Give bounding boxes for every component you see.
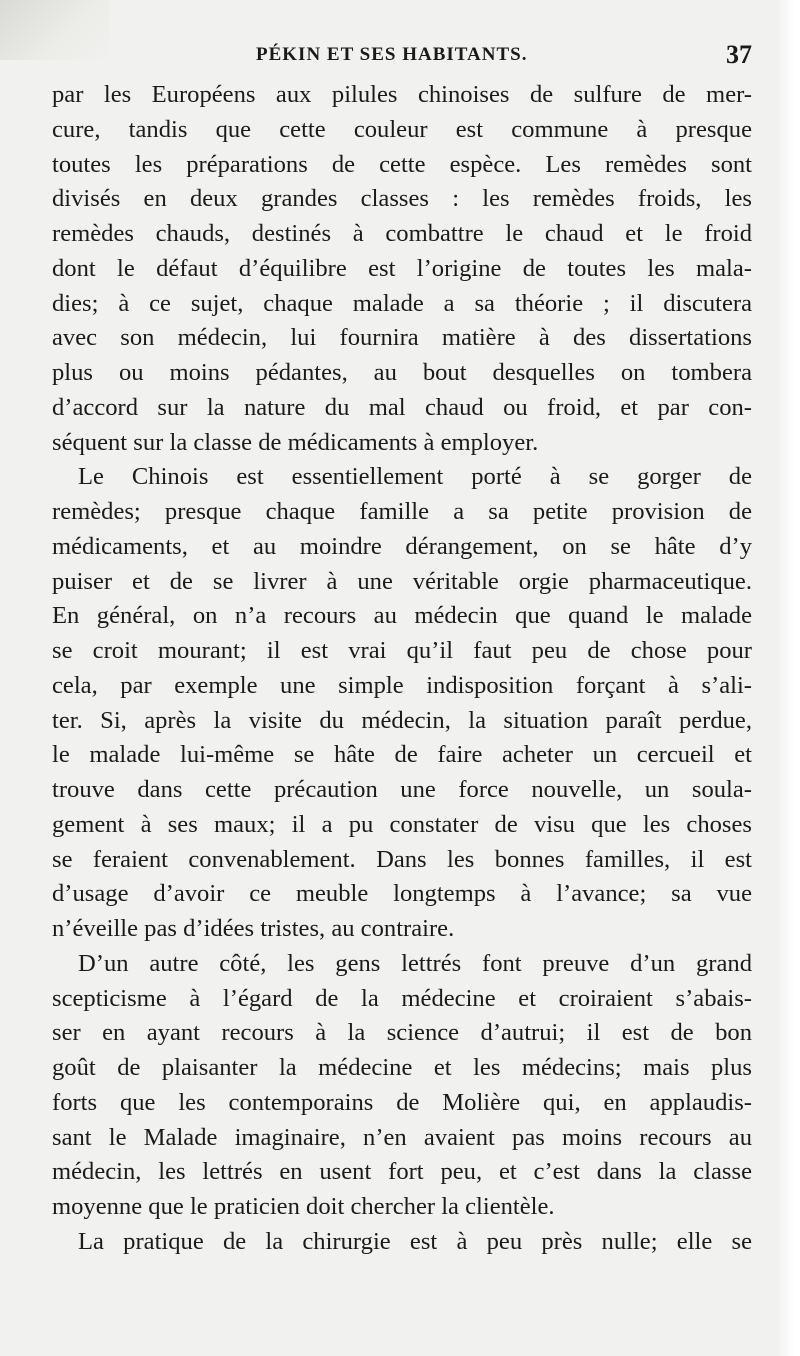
text-line: séquent sur la classe de médicaments à employer. xyxy=(52,428,539,456)
text-line: ser en ayant recours à la science d’autrui; il est de bon xyxy=(52,1019,752,1047)
text-line: D’un autre côté, les gens lettrés font preuve d’un grand xyxy=(78,949,752,977)
text-line: Le Chinois est essentiellement porté à se gorger de xyxy=(78,463,752,491)
text-line: plus ou moins pédantes, au bout desquelles on tombera xyxy=(52,359,752,386)
text-line: gement à ses maux; il a pu constater de visu que les choses xyxy=(52,810,752,838)
paragraph xyxy=(52,947,752,1225)
text-line: sant le Malade imaginaire, n’en avaient pas moins recours au xyxy=(52,1123,752,1151)
text-line: La pratique de la chirurgie est à peu près nulle; elle se xyxy=(78,1227,752,1255)
text-line: remèdes; presque chaque famille a sa petite provision de xyxy=(52,498,752,525)
text-line: par les Européens aux pilules chinoises de sulfure de mer- xyxy=(52,81,752,108)
page-right-edge xyxy=(776,0,800,1356)
text-line: n’éveille pas d’idées tristes, au contraire. xyxy=(52,915,455,942)
paragraph xyxy=(52,460,752,947)
text-line: d’usage d’avoir ce meuble longtemps à l’avance; sa vue xyxy=(52,880,752,908)
text-line: dont le défaut d’équilibre est l’origine de toutes les mala- xyxy=(52,254,752,282)
text-line: forts que les contemporains de Molière qui, en applaudis- xyxy=(52,1088,752,1116)
text-line: le malade lui-même se hâte de faire acheter un cercueil et xyxy=(52,741,752,769)
paragraph xyxy=(52,78,752,460)
text-line: se croit mourant; il est vrai qu’il faut peu de chose pour xyxy=(52,637,752,664)
text-line: En général, on n’a recours au médecin que quand le malade xyxy=(52,602,752,630)
text-line: moyenne que le praticien doit chercher la clientèle. xyxy=(52,1193,555,1220)
text-line: toutes les préparations de cette espèce. Les remèdes sont xyxy=(52,150,752,178)
text-line: remèdes chauds, destinés à combattre le chaud et le froid xyxy=(52,220,752,247)
text-line: puiser et de se livrer à une véritable orgie pharmaceutique. xyxy=(52,567,752,595)
text-line: divisés en deux grandes classes : les remèdes froids, les xyxy=(52,185,752,213)
text-line: ter. Si, après la visite du médecin, la situation paraît perdue, xyxy=(52,706,752,734)
running-head: PÉKIN ET SES HABITANTS. xyxy=(256,44,528,65)
text-line: cure, tandis que cette couleur est commune à presque xyxy=(52,115,752,143)
text-line: goût de plaisanter la médecine et les médecins; mais plus xyxy=(52,1054,752,1081)
text-line: médecin, les lettrés en usent fort peu, et c’est dans la classe xyxy=(52,1158,752,1186)
text-line: cela, par exemple une simple indisposition forçant à s’ali- xyxy=(52,671,752,699)
body-text xyxy=(52,78,752,1260)
page-header xyxy=(48,40,754,76)
text-line: médicaments, et au moindre dérangement, on se hâte d’y xyxy=(52,532,752,560)
text-line: avec son médecin, lui fournira matière à des dissertations xyxy=(52,324,752,352)
paragraph xyxy=(52,1225,752,1260)
text-line: dies; à ce sujet, chaque malade a sa théorie ; il discutera xyxy=(52,289,752,317)
text-line: d’accord sur la nature du mal chaud ou froid, et par con- xyxy=(52,393,752,421)
text-line: scepticisme à l’égard de la médecine et croiraient s’abais- xyxy=(52,984,752,1012)
text-line: se feraient convenablement. Dans les bonnes familles, il est xyxy=(52,845,752,873)
text-line: trouve dans cette précaution une force nouvelle, un soula- xyxy=(52,776,752,803)
page-number: 37 xyxy=(726,40,752,69)
